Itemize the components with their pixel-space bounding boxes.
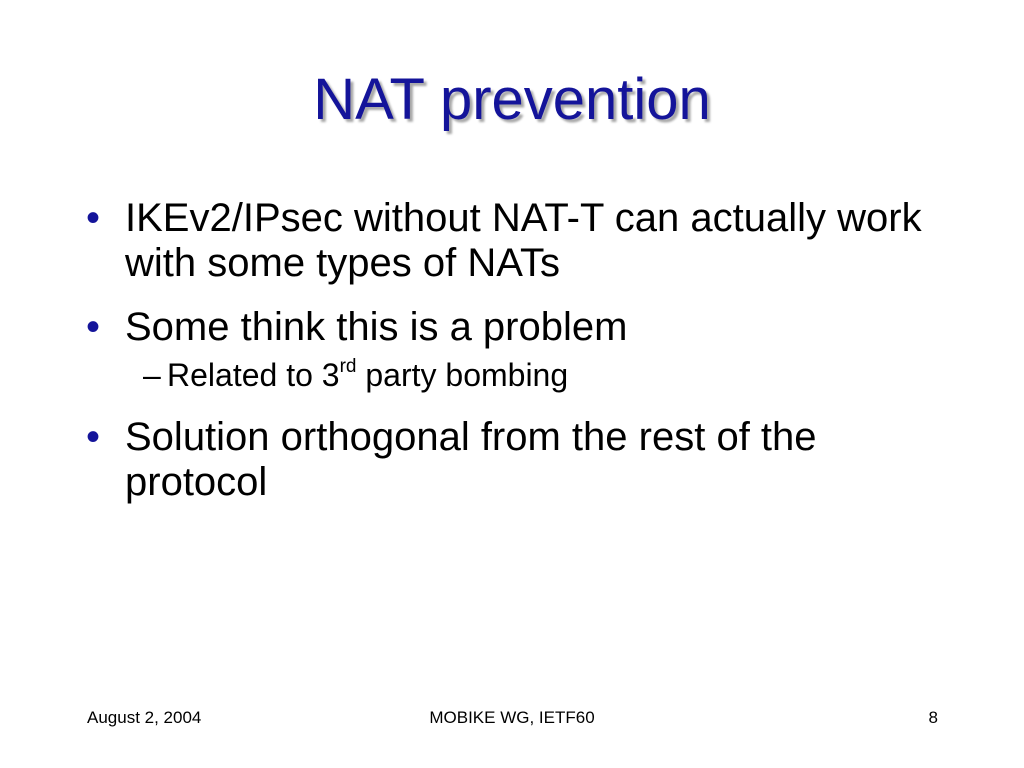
bullet-symbol: • xyxy=(86,305,101,349)
bullet-text: Solution orthogonal from the rest of the protocol xyxy=(125,415,817,504)
sub-bullet-item xyxy=(84,357,964,393)
bullet-text: Some think this is a problem xyxy=(125,305,628,349)
ordinal-superscript: rd xyxy=(339,355,357,377)
sub-bullet-text-start: Related to 3 xyxy=(167,357,340,393)
footer-event: MOBIKE WG, IETF60 xyxy=(429,708,595,727)
bullet-item-1 xyxy=(84,196,964,286)
sub-bullet-text-end: party bombing xyxy=(356,357,569,393)
page-number: 8 xyxy=(928,708,938,727)
footer-date: August 2, 2004 xyxy=(87,708,202,727)
bullet-list xyxy=(84,196,964,524)
bullet-text: IKEv2/IPsec without NAT-T can actually work with some types of NATs xyxy=(125,196,922,285)
bullet-symbol: • xyxy=(86,196,101,240)
bullet-symbol: • xyxy=(86,415,101,459)
bullet-item-3 xyxy=(84,415,964,505)
bullet-item-2 xyxy=(84,305,964,350)
sub-bullet-symbol: – xyxy=(143,357,161,393)
slide-title: NAT prevention xyxy=(313,67,711,132)
